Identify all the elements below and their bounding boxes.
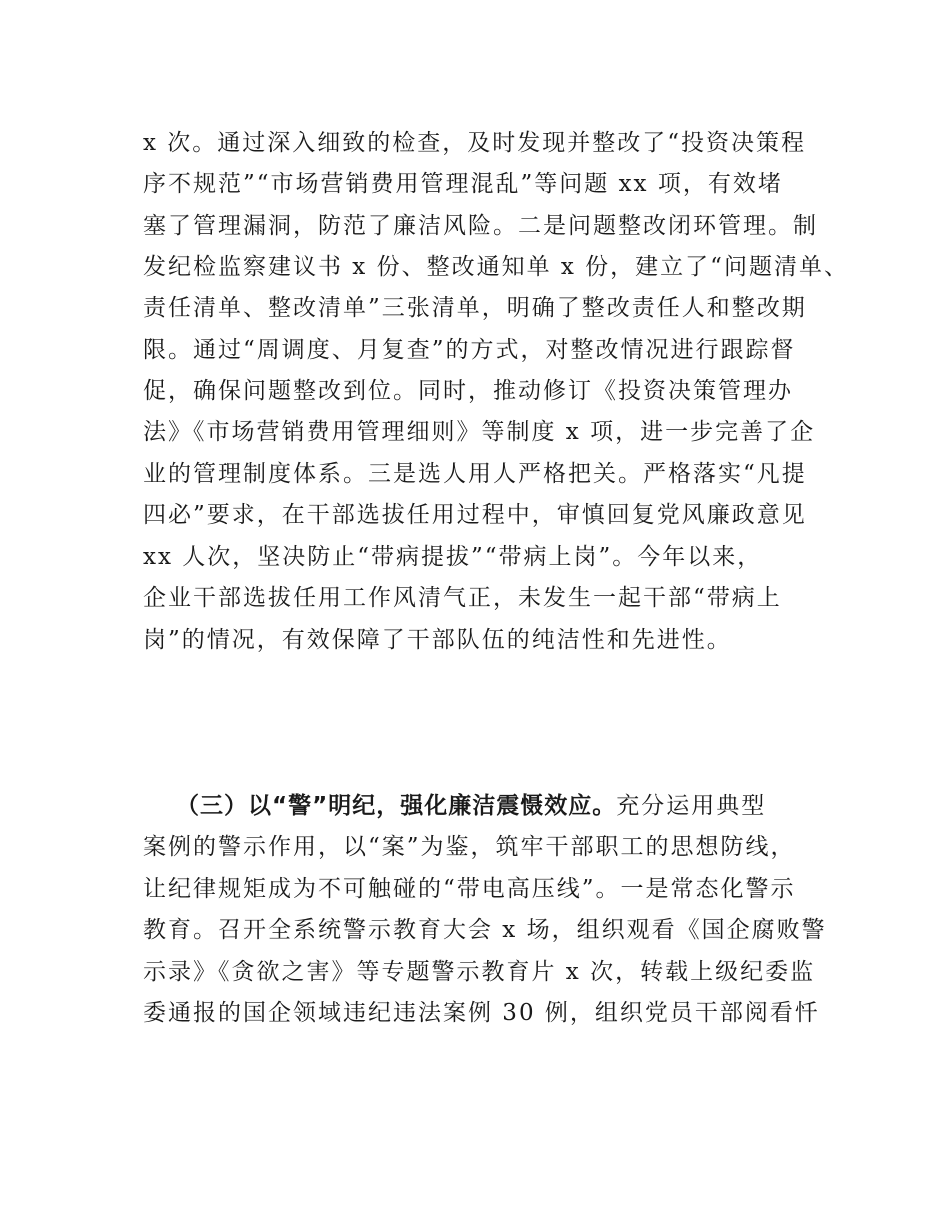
text-line: x 次。通过深入细致的检查，及时发现并整改了“投资决策程 — [143, 130, 807, 156]
text-line: 塞了管理漏洞，防范了廉洁风险。二是问题整改闭环管理。制 — [143, 213, 818, 239]
text-line: 让纪律规矩成为不可触碰的“带电高压线”。一是常态化警示 — [143, 876, 796, 902]
text-line: xx 人次，坚决防止“带病提拔”“带病上岗”。今年以来， — [143, 544, 763, 570]
heading-line-rest: 充分运用典型 — [616, 793, 767, 819]
text-line: 案例的警示作用，以“案”为鉴，筑牢干部职工的思想防线， — [143, 834, 796, 860]
text-line — [176, 791, 766, 821]
text-line: 四必”要求，在干部选拔任用过程中，审慎回复党风廉政意见 — [143, 502, 807, 528]
text-line: 责任清单、整改清单”三张清单，明确了整改责任人和整改期 — [143, 295, 807, 321]
text-line: 限。通过“周调度、月复查”的方式，对整改情况进行跟踪督 — [143, 337, 796, 363]
text-line: 序不规范”“市场营销费用管理混乱”等问题 xx 项，有效堵 — [143, 171, 783, 197]
section-heading: （三）以“警”明纪，强化廉洁震慑效应。 — [176, 793, 617, 819]
text-line: 发纪检监察建议书 x 份、整改通知单 x 份，建立了“问题清单、 — [143, 254, 849, 280]
text-line: 企业干部选拔任用工作风清气正，未发生一起干部“带病上 — [143, 585, 782, 611]
text-line: 示录》《贪欲之害》等专题警示教育片 x 次，转载上级纪委监 — [143, 959, 816, 985]
text-line: 教育。召开全系统警示教育大会 x 场，组织观看《国企腐败警 — [143, 917, 827, 943]
text-line: 业的管理制度体系。三是选人用人严格把关。严格落实“凡提 — [143, 461, 807, 487]
text-line: 促，确保问题整改到位。同时，推动修订《投资决策管理办 — [143, 378, 793, 404]
text-line: 委通报的国企领域违纪违法案例 30 例，组织党员干部阅看忏 — [143, 1000, 820, 1026]
text-line: 岗”的情况，有效保障了干部队伍的纯洁性和先进性。 — [143, 627, 732, 653]
text-line: 法》《市场营销费用管理细则》等制度 x 项，进一步完善了企 — [143, 419, 816, 445]
